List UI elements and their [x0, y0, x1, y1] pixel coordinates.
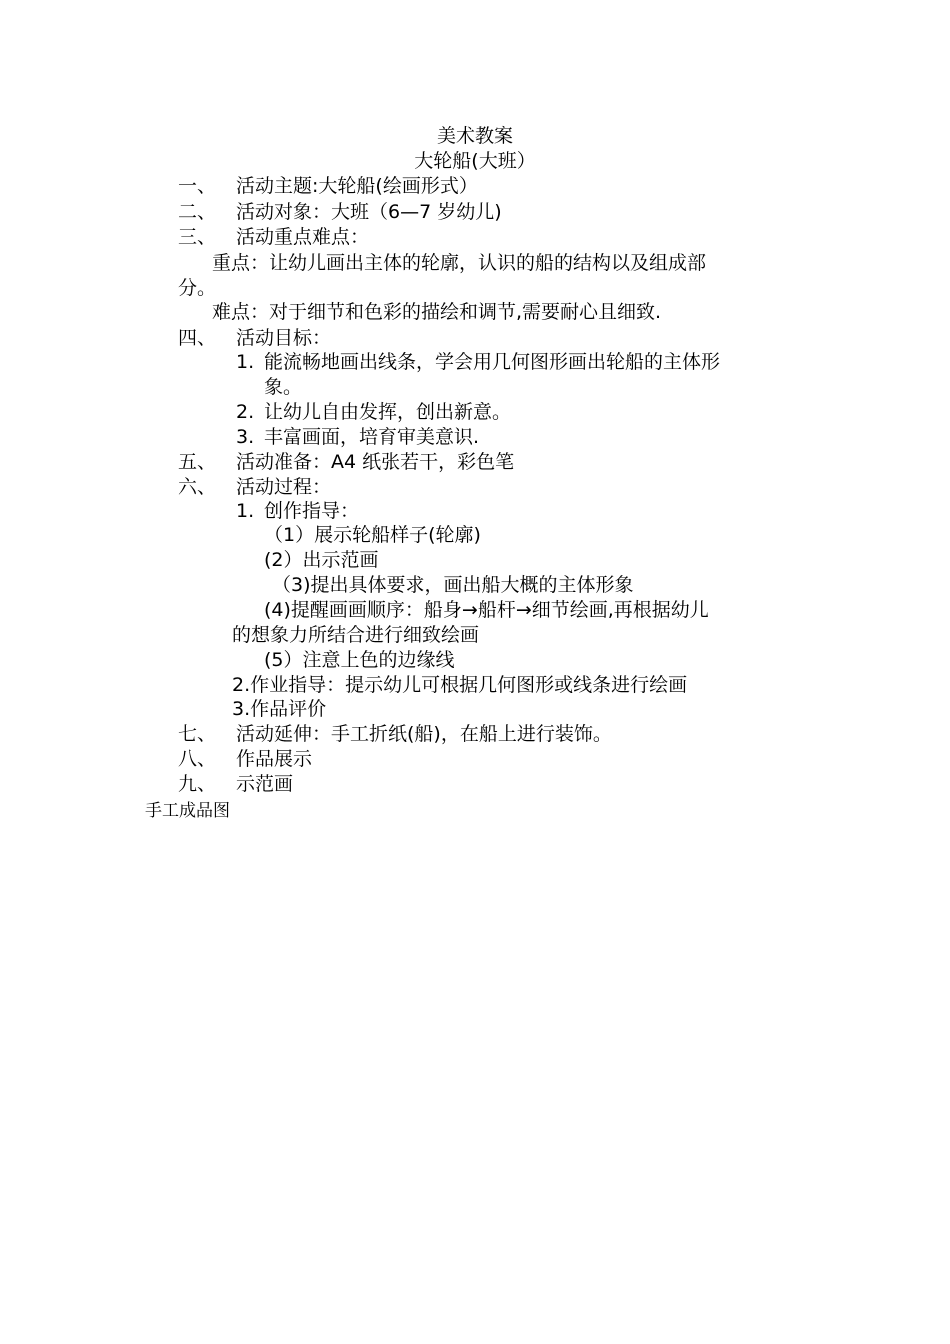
- process-step-continuation: 的想象力所结合进行细致绘画: [232, 624, 480, 646]
- section-text: 作品展示: [236, 748, 313, 770]
- goal-number: 3.: [236, 426, 255, 448]
- goal-number: 1.: [236, 351, 255, 373]
- section-text: 活动过程：: [236, 476, 332, 498]
- process-step: (2）出示范画: [264, 549, 379, 571]
- section-number: 八、: [178, 748, 217, 770]
- section-text: 活动重点难点：: [236, 226, 370, 248]
- process-step: (4)提醒画画顺序：船身→船杆→细节绘画,再根据幼儿: [264, 599, 709, 621]
- process-guide: 3.作品评价: [232, 698, 327, 720]
- process-guide: 2.作业指导：提示幼儿可根据几何图形或线条进行绘画: [232, 674, 688, 696]
- section-text: 活动主题:大轮船(绘画形式）: [236, 175, 478, 197]
- section-number: 九、: [178, 773, 217, 795]
- process-step: （1）展示轮船样子(轮廓): [264, 524, 481, 546]
- section-text: 示范画: [236, 773, 294, 795]
- section-text: 活动准备：A4 纸张若干，彩色笔: [236, 451, 515, 473]
- key-point-text: 重点：让幼儿画出主体的轮廓，认识的船的结构以及组成部: [212, 252, 707, 274]
- section-number: 六、: [178, 476, 217, 498]
- process-guide-title: 创作指导：: [264, 500, 360, 522]
- section-text: 活动延伸：手工折纸(船)，在船上进行装饰。: [236, 723, 612, 745]
- section-number: 一、: [178, 175, 217, 197]
- footer-caption: 手工成品图: [145, 801, 230, 821]
- section-number: 三、: [178, 226, 217, 248]
- process-number: 1.: [236, 500, 255, 522]
- key-point-continuation: 分。: [178, 277, 217, 299]
- section-number: 五、: [178, 451, 217, 473]
- goal-text: 能流畅地画出线条，学会用几何图形画出轮船的主体形: [264, 351, 721, 373]
- section-text: 活动目标：: [236, 327, 332, 349]
- goal-text: 丰富画面，培育审美意识.: [264, 426, 480, 448]
- section-number: 七、: [178, 723, 217, 745]
- process-step: (5）注意上色的边缘线: [264, 649, 455, 671]
- section-number: 二、: [178, 201, 217, 223]
- document-title: 美术教案: [436, 125, 513, 147]
- section-text: 活动对象：大班（6—7 岁幼儿): [236, 201, 502, 223]
- section-number: 四、: [178, 327, 217, 349]
- process-step: （3)提出具体要求，画出船大概的主体形象: [272, 574, 634, 596]
- goal-number: 2.: [236, 401, 255, 423]
- goal-text: 让幼儿自由发挥，创出新意。: [264, 401, 512, 423]
- difficulty-text: 难点：对于细节和色彩的描绘和调节,需要耐心且细致.: [212, 301, 662, 323]
- goal-text-continuation: 象。: [264, 376, 303, 398]
- document-subtitle: 大轮船(大班）: [414, 150, 536, 172]
